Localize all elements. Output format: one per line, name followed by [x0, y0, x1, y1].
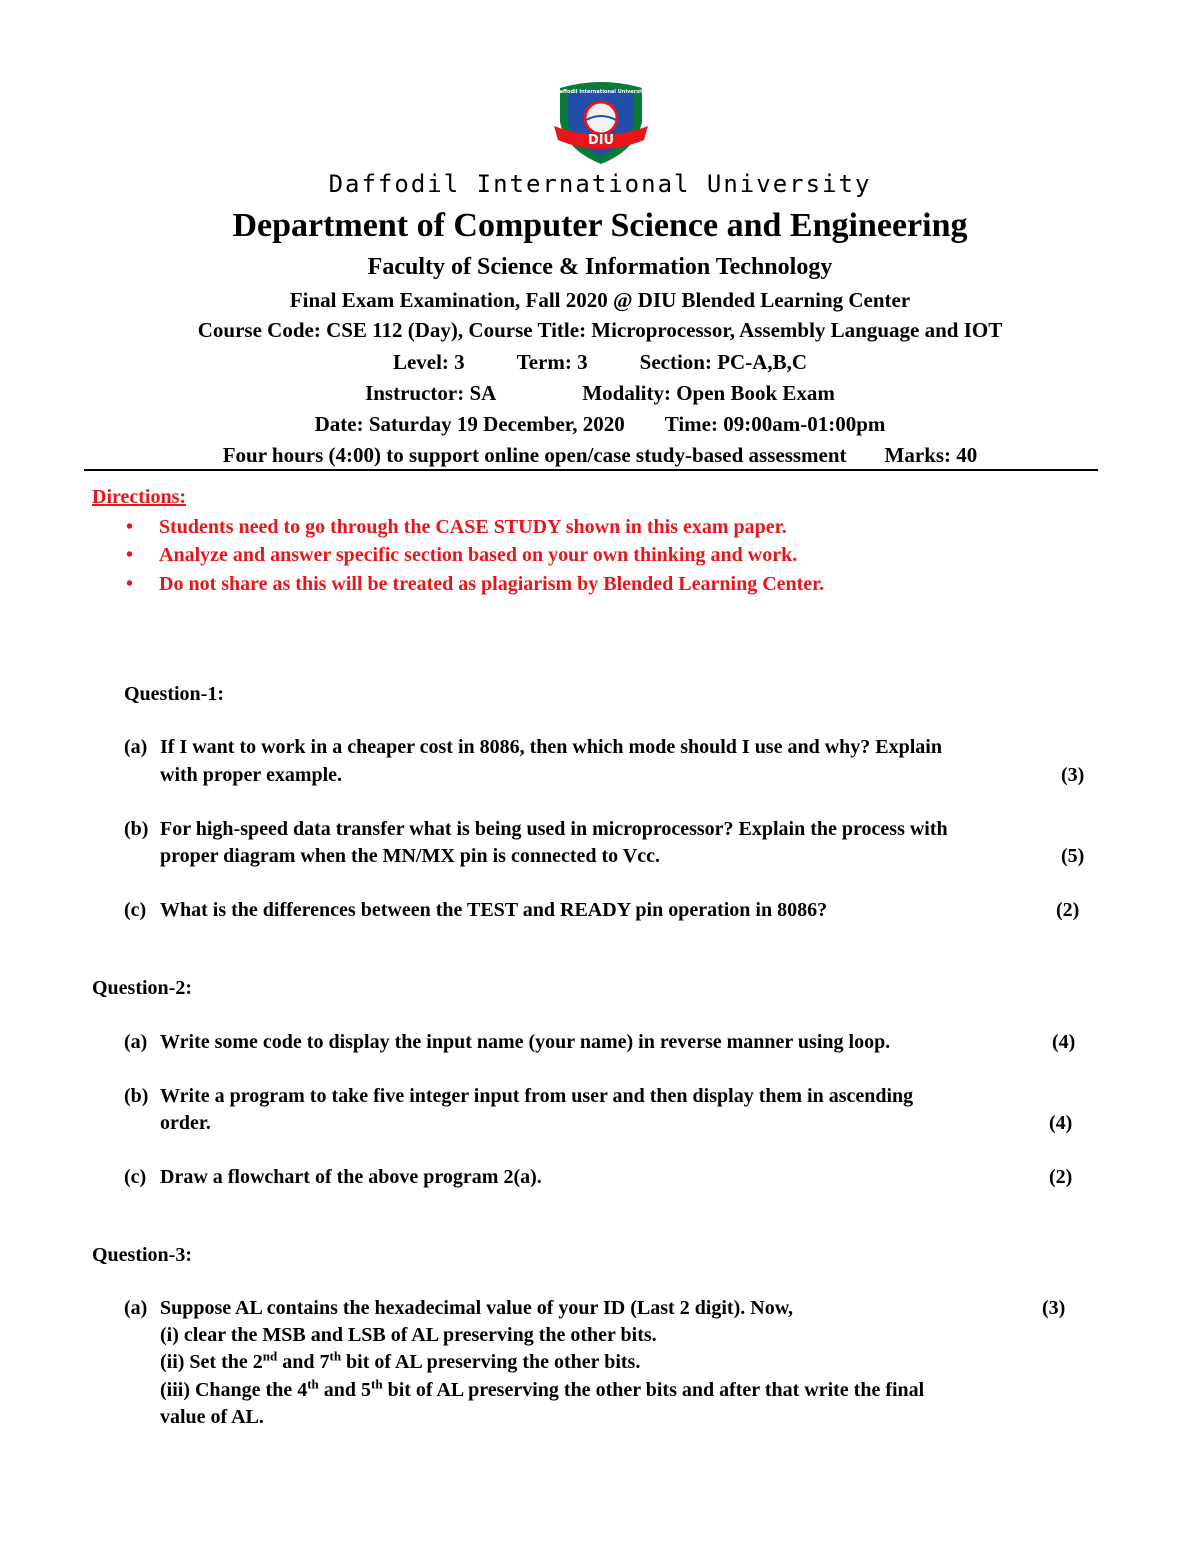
q2-c-text: Draw a flowchart of the above program 2(a). [160, 1166, 542, 1188]
total-marks: Marks: 40 [884, 443, 978, 467]
q3-a-marks: (3) [1042, 1297, 1066, 1319]
q2-a-label: (a) [124, 1031, 148, 1053]
q2-b-text: Write a program to take five integer input from user and then display them in ascending [160, 1085, 914, 1107]
university-logo [546, 78, 656, 168]
exam-date: Date: Saturday 19 December, 2020 [314, 412, 625, 436]
level: Level: 3 [392, 350, 465, 374]
q1-b-text-cont: proper diagram when the MN/MX pin is connected to Vcc. [160, 845, 660, 867]
instructor-modality [0, 381, 1200, 406]
direction-item: • Students need to go through the CASE STUDY shown in this exam paper. [130, 516, 787, 539]
question-1-title: Question-1: [124, 683, 224, 705]
level-term-section [0, 350, 1200, 375]
q1-b-text: For high-speed data transfer what is being used in microprocessor? Explain the process with [160, 818, 948, 840]
logo-initials: DIU [587, 133, 615, 148]
logo-arc-text: Daffodil International University [555, 89, 647, 95]
q1-a-label: (a) [124, 736, 148, 758]
q1-a-text: If I want to work in a cheaper cost in 8086, then which mode should I use and why? Explain [160, 736, 942, 758]
question-2-title: Question-2: [92, 977, 192, 999]
direction-item: • Analyze and answer specific section based on your own thinking and work. [130, 544, 797, 567]
q3-a-label: (a) [124, 1297, 148, 1319]
q1-c-text: What is the differences between the TEST and READY pin operation in 8086? [160, 899, 828, 921]
date-time [0, 412, 1200, 437]
direction-item: • Do not share as this will be treated as plagiarism by Blended Learning Center. [130, 573, 824, 596]
department-title: Department of Computer Science and Engineering [232, 207, 968, 244]
duration-marks [0, 443, 1200, 468]
q3-a-text: Suppose AL contains the hexadecimal value of your ID (Last 2 digit). Now, [160, 1297, 794, 1319]
q2-c-marks: (2) [1049, 1166, 1073, 1188]
q1-a-marks: (3) [1061, 764, 1085, 786]
university-name: Daffodil International University [328, 170, 872, 198]
instructor: Instructor: SA [365, 381, 497, 405]
q2-b-label: (b) [124, 1085, 149, 1107]
q3-a-iii: (iii) Change the 4th and 5th bit of AL preserving the other bits and after that write the final [160, 1376, 925, 1401]
q2-c-label: (c) [124, 1166, 147, 1188]
q3-a-ii: (ii) Set the 2nd and 7th bit of AL preserving the other bits. [160, 1348, 641, 1373]
directions-title: Directions: [92, 486, 187, 508]
q2-b-text-cont: order. [160, 1112, 211, 1134]
modality: Modality: Open Book Exam [582, 381, 835, 405]
q2-a-marks: (4) [1052, 1031, 1076, 1053]
q1-b-marks: (5) [1061, 845, 1085, 867]
q2-b-marks: (4) [1049, 1112, 1073, 1134]
header-divider [84, 469, 1098, 471]
duration: Four hours (4:00) to support online open/case study-based assessment [222, 443, 847, 467]
faculty-name: Faculty of Science & Information Technology [367, 254, 833, 280]
q1-c-label: (c) [124, 899, 147, 921]
q3-a-i: (i) clear the MSB and LSB of AL preserving the other bits. [160, 1324, 657, 1346]
q1-c-marks: (2) [1056, 899, 1080, 921]
q1-b-label: (b) [124, 818, 149, 840]
exam-info: Final Exam Examination, Fall 2020 @ DIU Blended Learning Center [289, 288, 911, 312]
q1-a-text-cont: with proper example. [160, 764, 343, 786]
section: Section: PC-A,B,C [639, 350, 808, 374]
q2-a-text: Write some code to display the input name (your name) in reverse manner using loop. [160, 1031, 891, 1053]
question-3-title: Question-3: [92, 1244, 192, 1266]
term: Term: 3 [516, 350, 588, 374]
q3-a-iii-cont: value of AL. [160, 1406, 264, 1428]
exam-time: Time: 09:00am-01:00pm [664, 412, 886, 436]
course-info: Course Code: CSE 112 (Day), Course Title: Microprocessor, Assembly Language and IOT [197, 318, 1003, 342]
